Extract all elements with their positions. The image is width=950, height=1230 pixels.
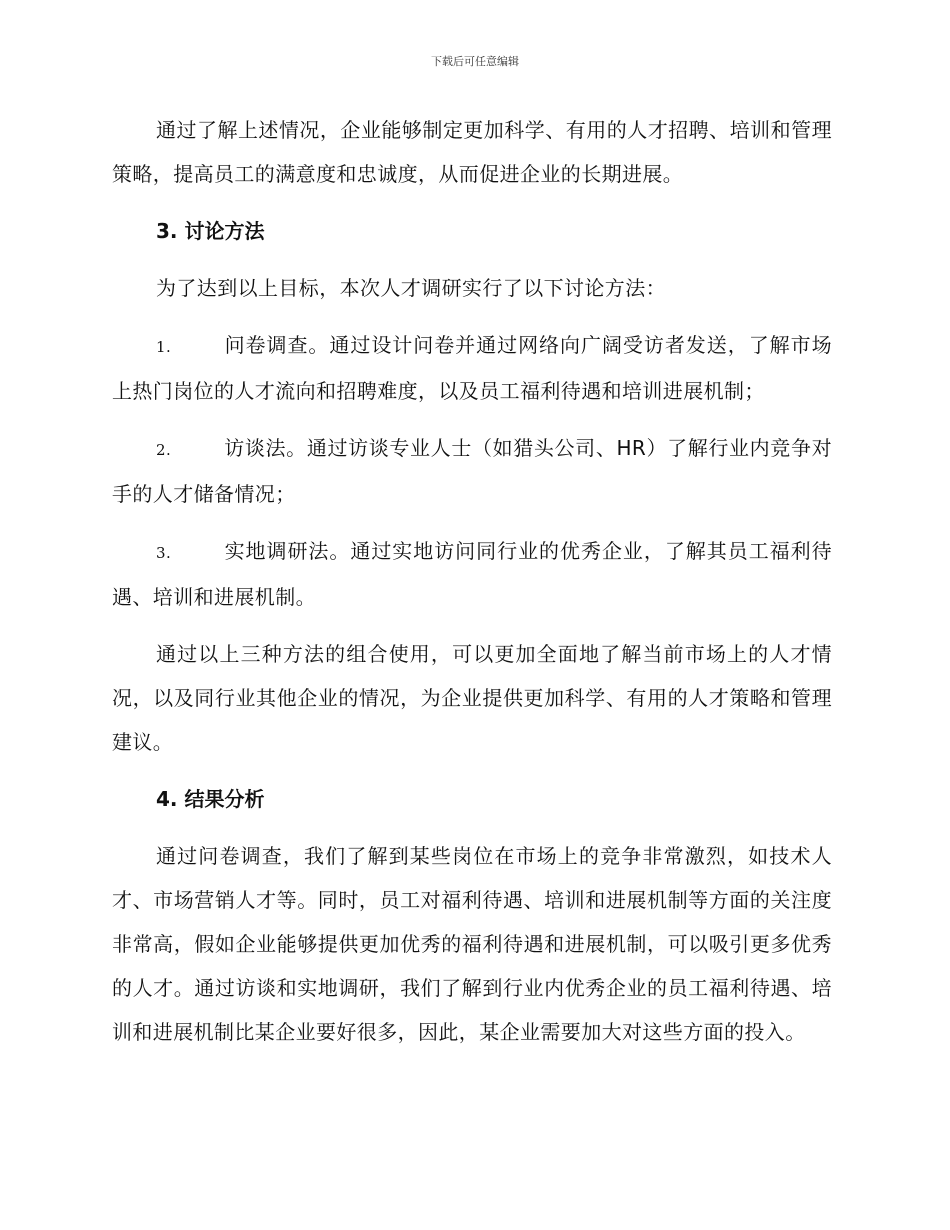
method-item-3 [112,529,832,619]
page-header: 下载后可任意编辑 [431,55,519,68]
section-3-conclusion: 通过以上三种方法的组合使用，可以更加全面地了解当前市场上的人才情况，以及同行业其他企业的情况，为企业提供更加科学、有用的人才策略和管理建议。 [112,642,832,754]
method-item-2 [112,426,832,516]
list-number: 1. [156,338,172,356]
list-number: 2. [156,441,172,459]
list-item-text: 实地调研法。通过实地访问同行业的优秀企业，了解其员工福利待遇、培训和进展机制。 [112,539,832,609]
list-number: 3. [156,544,172,562]
intro-paragraph: 通过了解上述情况，企业能够制定更加科学、有用的人才招聘、培训和管理策略，提高员工的满意度和忠诚度，从而促进企业的长期进展。 [112,118,832,186]
section-3-heading: 3. 讨论方法 [156,219,265,243]
section-4-paragraph: 通过问卷调查，我们了解到某些岗位在市场上的竞争非常激烈，如技术人才、市场营销人才等。同时，员工对福利待遇、培训和进展机制等方面的关注度非常高，假如企业能够提供更加优秀的福利待遇和进展机制，可以吸引更多优秀的人才。通过访谈和实地调研，我们了解到行业内优秀企业的员工福利待遇、培训和进展机制比某企业要好很多，因此，某企业需要加大对这些方面的投入。 [112,844,832,1044]
section-3-lead: 为了达到以上目标，本次人才调研实行了以下讨论方法： [156,276,666,300]
method-item-1 [112,323,832,413]
list-item-text: 问卷调查。通过设计问卷并通过网络向广阔受访者发送，了解市场上热门岗位的人才流向和招聘难度，以及员工福利待遇和培训进展机制； [112,333,832,403]
list-item-text: 访谈法。通过访谈专业人士（如猎头公司、HR）了解行业内竞争对手的人才储备情况； [112,436,832,506]
section-4-heading: 4. 结果分析 [156,787,265,811]
document-body [112,108,832,1054]
